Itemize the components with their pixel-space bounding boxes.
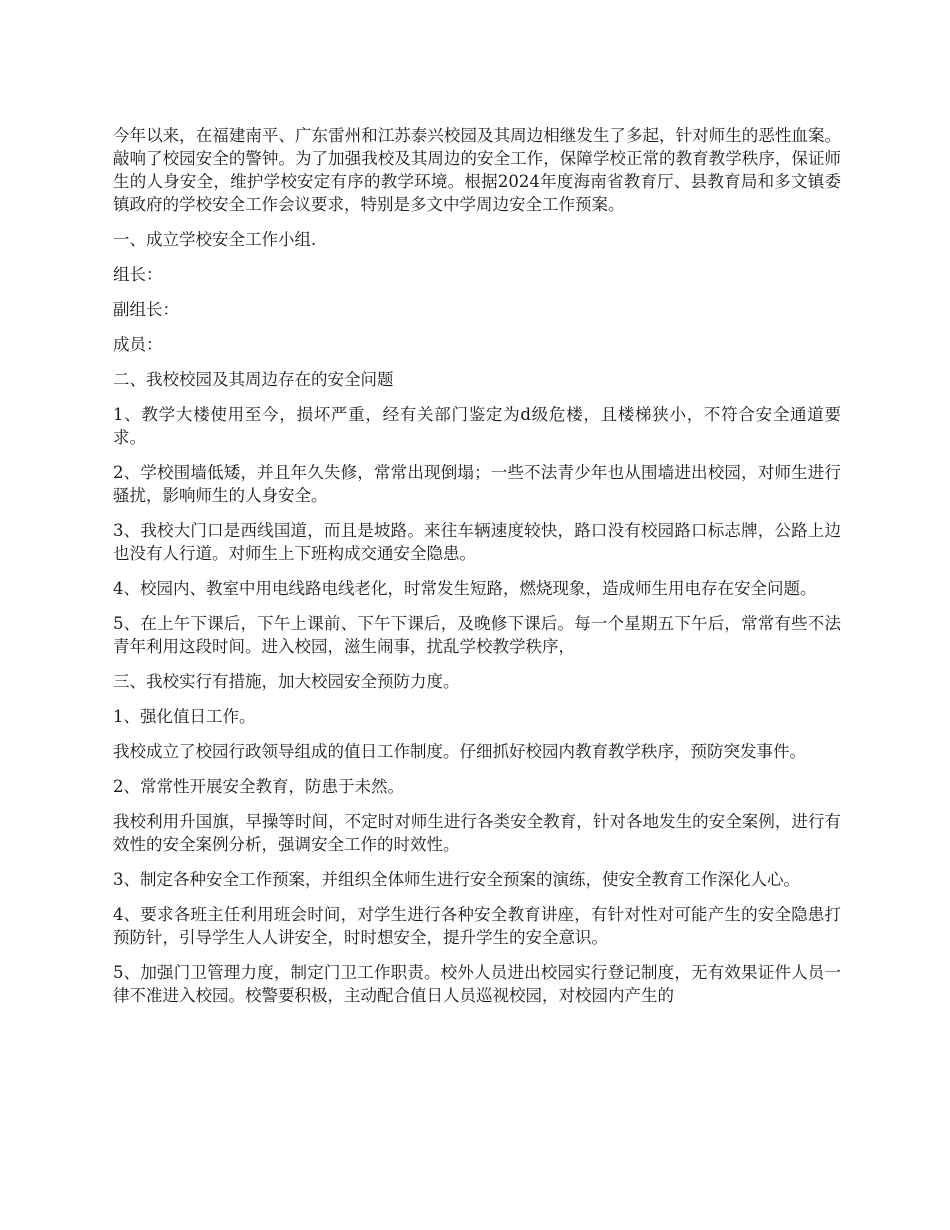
issue-item-2: 2、学校围墙低矮，并且年久失修，常常出现倒塌；一些不法青少年也从围墙进出校园，对师生进行骚扰，影响师生的人身安全。: [113, 463, 841, 505]
document-body: [113, 124, 841, 1019]
issue-item-5: 5、在上午下课后，下午上课前、下午下课后，及晚修下课后。每一个星期五下午后，常常有些不法青年利用这段时间。进入校园，滋生闹事，扰乱学校教学秩序，: [113, 614, 841, 656]
section-heading-1: 一、成立学校安全工作小组.: [113, 230, 317, 249]
members-line: 成员：: [113, 335, 163, 354]
issue-item-3: 3、我校大门口是西线国道，而且是坡路。来往车辆速度较快，路口没有校园路口标志牌，公路上边也没有人行道。对师生上下班构成交通安全隐患。: [113, 521, 841, 563]
measure-item-1-body: 我校成立了校园行政领导组成的值日工作制度。仔细抓好校园内教育教学秩序，预防突发事件。: [113, 742, 806, 761]
section-heading-3: 三、我校实行有措施，加大校园安全预防力度。: [113, 672, 460, 691]
measure-item-2-heading: 2、常常性开展安全教育，防患于未然。: [113, 777, 404, 796]
deputy-leader-line: 副组长：: [113, 300, 179, 319]
measure-item-3: 3、制定各种安全工作预案，并组织全体师生进行安全预案的演练，使安全教育工作深化人心。: [113, 870, 800, 889]
measure-item-1-heading: 1、强化值日工作。: [113, 707, 256, 726]
intro-paragraph: 今年以来，在福建南平、广东雷州和江苏泰兴校园及其周边相继发生了多起，针对师生的恶性血案。敲响了校园安全的警钟。为了加强我校及其周边的安全工作，保障学校正常的教育教学秩序，保证师生的人身安全，维护学校安定有序的教学环境。根据2024年度海南省教育厅、县教育局和多文镇委镇政府的学校安全工作会议要求，特别是多文中学周边安全工作预案。: [113, 126, 841, 214]
measure-item-5: 5、加强门卫管理力度，制定门卫工作职责。校外人员进出校园实行登记制度，无有效果证件人员一律不准进入校园。校警要积极，主动配合值日人员巡视校园，对校园内产生的: [113, 963, 841, 1005]
section-heading-2: 二、我校校园及其周边存在的安全问题: [113, 370, 394, 389]
team-leader-line: 组长：: [113, 265, 163, 284]
issue-item-4: 4、校园内、教室中用电线路电线老化，时常发生短路，燃烧现象，造成师生用电存在安全问题。: [113, 579, 817, 598]
measure-item-4: 4、要求各班主任利用班会时间，对学生进行各种安全教育讲座，有针对性对可能产生的安全隐患打预防针，引导学生人人讲安全，时时想安全，提升学生的安全意识。: [113, 905, 841, 947]
measure-item-2-body: 我校利用升国旗，早操等时间，不定时对师生进行各类安全教育，针对各地发生的安全案例，进行有效性的安全案例分析，强调安全工作的时效性。: [113, 812, 841, 854]
issue-item-1: 1、教学大楼使用至今，损坏严重，经有关部门鉴定为d级危楼，且楼梯狭小，不符合安全通道要求。: [113, 405, 841, 447]
